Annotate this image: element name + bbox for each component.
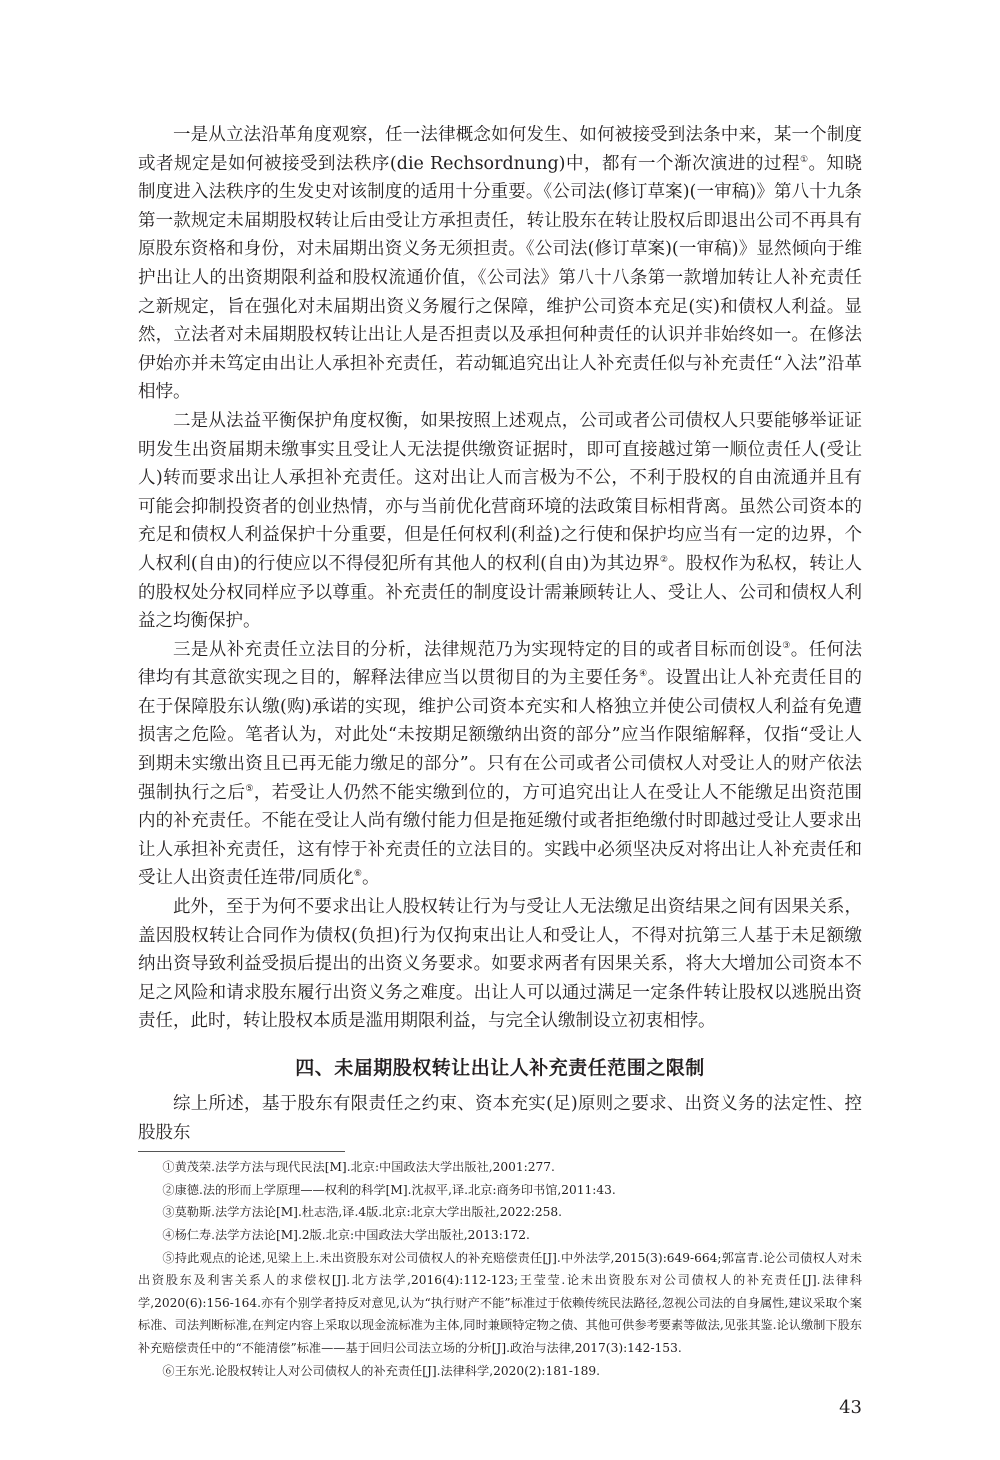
page [138,0,862,1460]
footnote-1: ①黄茂荣.法学方法与现代民法[M].北京:中国政法大学出版社,2001:277. [162,1160,555,1175]
footnote-divider [138,1151,345,1152]
footnote-ref-4[interactable]: ④ [639,669,648,680]
paragraph-5: 综上所述，基于股东有限责任之约束、资本充实(足)原则之要求、出资义务的法定性、控股股东 [138,1094,862,1143]
text: 。设置出让人补充责任目的在于保障股东认缴(购)承诺的实现，维护公司资本充实和人格独立并使公司债权人利益有免遭损害之危险。笔者认为，对此处“未按期足额缴纳出资的部分”应当作限缩解释，仅指“受让人到期未实缴出资且已再无能力缴足的部分”。只有在公司或者公司债权人对受让人的财产依法强制执行之后 [138,668,863,803]
body-text [138,121,862,1036]
footnote-3: ③莫勒斯.法学方法论[M].杜志浩,译.4版.北京:北京大学出版社,2022:258. [162,1205,563,1220]
section-heading: 四、未届期股权转让出让人补充责任范围之限制 [295,1057,705,1079]
text: 三是从补充责任立法目的分析，法律规范乃为实现特定的目的或者目标而创设 [173,639,783,660]
footnote-ref-5[interactable]: ⑤ [245,783,254,794]
page-number: 43 [839,1397,862,1419]
text: 。 [361,868,380,889]
footnote-5: ⑤持此观点的论述,见梁上上.未出资股东对公司债权人的补充赔偿责任[J].中外法学,2015(3):649-664;郭富青.论公司债权人对未出资股东及利害关系人的求偿权[J].北方法学,2016(4):112-123;王莹莹.论未出资股东对公司债权人的补充责任[J].法律科学,2020(6):156-164.亦有个别学者持反对意见,认为“执行财产不能”标准过于依赖传统民法路径,忽视公司法的自身属性,建议采取个案标准、司法判断标准,在判定内容上采取以现金流标准为主体,同时兼顾特定物之债、其他可供参考要素等做法,见张其鉴.论认缴制下股东补充赔偿责任中的“不能清偿”标准——基于回归公司法立场的分析[J].政治与法律,2017(3):142-153. [138,1250,862,1355]
footnote-ref-2[interactable]: ② [659,554,669,565]
text: 。知晓制度进入法秩序的生发史对该制度的适用十分重要。《公司法(修订草案)(一审稿)》第八十九条第一款规定未届期股权转让后由受让方承担责任，转让股东在转让股权后即退出公司不再具有原股东资格和身份，对未届期出资义务无须担责。《公司法(修订草案)(一审稿)》显然倾向于维护出让人的出资期限利益和股权流通价值，《公司法》第八十八条第一款增加转让人补充责任之新规定，旨在强化对未届期出资义务履行之保障，维护公司资本充足(实)和债权人利益。显然，立法者对未届期股权转让出让人是否担责以及承担何种责任的认识并非始终如一。在修法伊始亦并未笃定由出让人承担补充责任，若动辄追究出让人补充责任似与补充责任“入法”沿革相悖。 [138,153,863,403]
paragraph-4: 此外，至于为何不要求出让人股权转让行为与受让人无法缴足出资结果之间有因果关系，盖因股权转让合同作为债权(负担)行为仅拘束出让人和受让人，不得对抗第三人基于未足额缴纳出资导致利益受损后提出的出资义务要求。如要求两者有因果关系，将大大增加公司资本不足之风险和请求股东履行出资义务之难度。出让人可以通过满足一定条件转让股权以逃脱出资责任，此时，转让股权本质是滥用期限利益，与完全认缴制设立初衷相悖。 [138,897,862,1032]
text: 二是从法益平衡保护角度权衡，如果按照上述观点，公司或者公司债权人只要能够举证证明发生出资届期未缴事实且受让人无法提供缴资证据时，即可直接越过第一顺位责任人(受让人)转而要求出让人承担补充责任。这对出让人而言极为不公，不利于股权的自由流通并且有可能会抑制投资者的创业热情，亦与当前优化营商环境的法政策目标相背离。虽然公司资本的充足和债权人利益保护十分重要，但是任何权利(利益)之行使和保护均应当有一定的边界，个人权利(自由)的行使应以不得侵犯所有其他人的权利(自由)为其边界 [138,410,862,574]
footnote-ref-1[interactable]: ① [799,154,809,165]
text: ，若受让人仍然不能实缴到位的，方可追究出让人在受让人不能缴足出资范围内的补充责任。不能在受让人尚有缴付能力但是拖延缴付或者拒绝缴付时即越过受让人要求出让人承担补充责任，这有悖于补充责任的立法目的。实践中必须坚决反对将出让人补充责任和受让人出资责任连带/同质化 [138,782,862,889]
paragraph-1 [138,121,862,407]
text: 。任何法律均有其意欲实现之目的，解释法律应当以贯彻目的为主要任务 [138,639,863,689]
footnote-ref-6[interactable]: ⑥ [353,869,362,880]
text: 。股权作为私权，转让人的股权处分权同样应予以尊重。补充责任的制度设计需兼顾转让人、受让人、公司和债权人利益之均衡保护。 [138,553,862,632]
footnote-6: ⑥王东光.论股权转让人对公司债权人的补充责任[J].法律科学,2020(2):181-189. [162,1363,600,1378]
footnote-2: ②康德.法的形而上学原理——权利的科学[M].沈叔平,译.北京:商务印书馆,2011:43. [162,1182,616,1197]
footnotes [138,1156,862,1382]
footnote-ref-3[interactable]: ③ [782,640,791,651]
paragraph-2 [138,407,862,636]
paragraph-3 [138,636,862,893]
footnote-4: ④杨仁寿.法学方法论[M].2版.北京:中国政法大学出版社,2013:172. [162,1227,530,1242]
text: 一是从立法沿革角度观察，任一法律概念如何发生、如何被接受到法条中来，某一个制度或者规定是如何被接受到法秩序(die Rechsordnung)中，都有一个渐次演进的过程 [138,125,862,174]
